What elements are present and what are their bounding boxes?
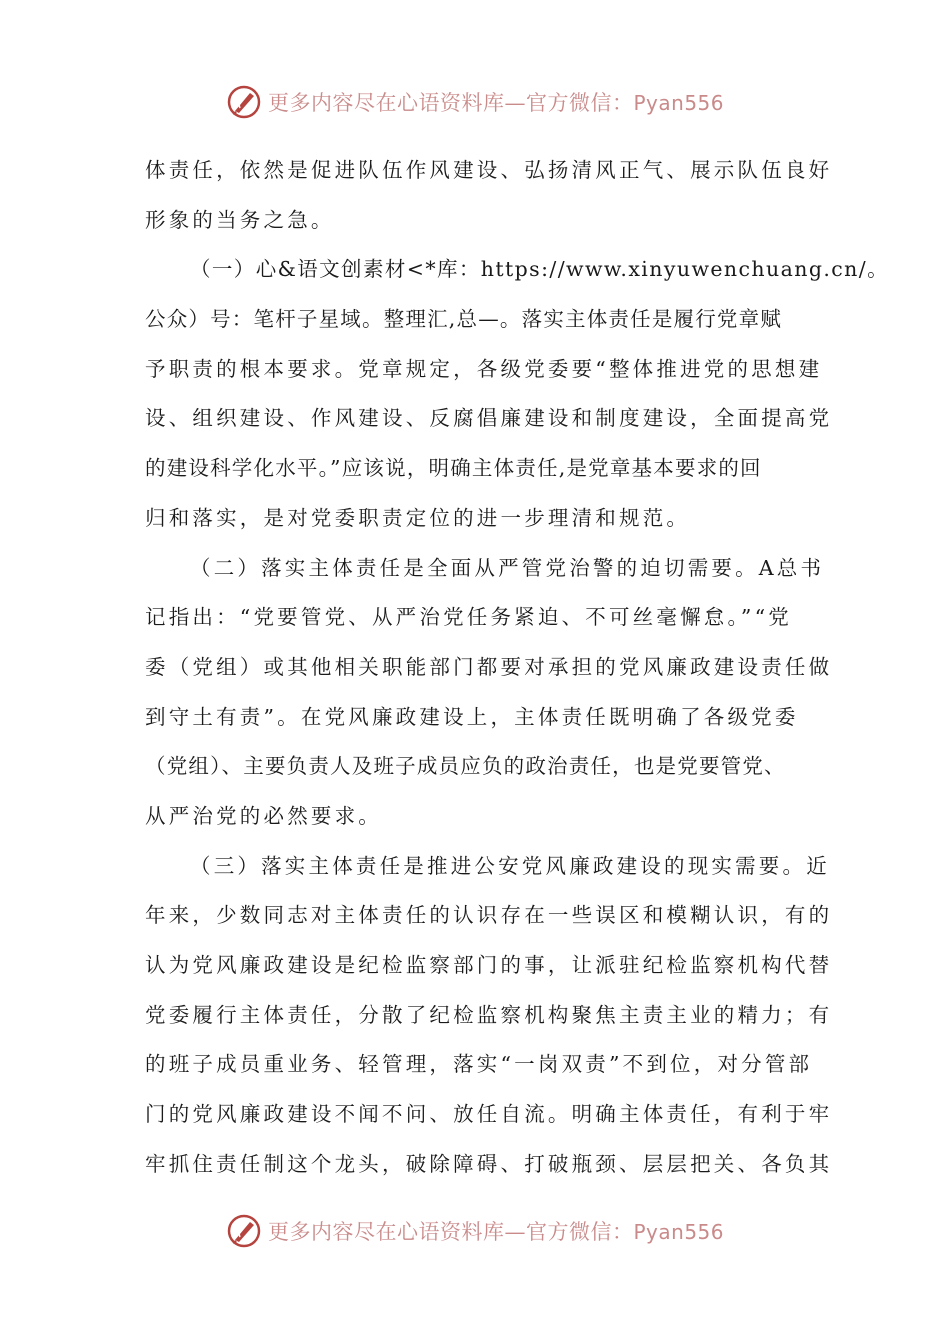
text-line: 归和落实，是对党委职责定位的进一步理清和规范。: [145, 505, 691, 530]
header-label: 更多内容尽在心语资料库—官方微信：: [267, 91, 634, 115]
pen-logo-icon: [226, 84, 262, 120]
text-line: 年来，少数同志对主体责任的认识存在一些误区和模糊认识，有的: [145, 903, 833, 928]
text-line: 记指出：“党要管党、从严治党任务紧迫、不可丝毫懈怠。”“党: [145, 605, 792, 630]
text-line: （三）落实主体责任是推进公安党风廉政建设的现实需要。近: [190, 853, 830, 878]
text-line: 门的党风廉政建设不闻不问、放任自流。明确主体责任，有利于牢: [145, 1102, 833, 1127]
text-line: 的班子成员重业务、轻管理，落实“一岗双责”不到位，对分管部: [145, 1052, 813, 1077]
text-line: 从严治党的必然要求。: [145, 803, 382, 828]
text-line: 委（党组）或其他相关职能部门都要对承担的党风廉政建设责任做: [145, 654, 833, 679]
footer-banner: [0, 1209, 950, 1253]
header-text: [268, 87, 724, 117]
document-body: [145, 146, 889, 1189]
footer-label: 更多内容尽在心语资料库—官方微信：: [267, 1220, 634, 1244]
text-line: 的建设科学化水平。”应该说，明确主体责任,是党章基本要求的回: [145, 456, 762, 481]
text-line: 牢抓住责任制这个龙头，破除障碍、打破瓶颈、层层把关、各负其: [145, 1151, 833, 1176]
text-line: 体责任，依然是促进队伍作风建设、弘扬清风正气、展示队伍良好: [145, 158, 833, 182]
footer-text: [268, 1216, 724, 1246]
text-line: 形象的当务之急。: [145, 207, 335, 232]
text-line: 设、组织建设、作风建设、反腐倡廉建设和制度建设，全面提高党: [145, 406, 833, 431]
text-line: 认为党风廉政建设是纪检监察部门的事，让派驻纪检监察机构代替: [145, 953, 833, 977]
text-line: 予职责的根本要求。党章规定，各级党委要“整体推进党的思想建: [145, 356, 823, 381]
pen-logo-icon: [226, 1213, 262, 1249]
text-line: 党委履行主体责任，分散了纪检监察机构聚焦主责主业的精力；有: [145, 1002, 833, 1027]
header-banner: [0, 80, 950, 124]
text-line: （二）落实主体责任是全面从严管党治警的迫切需要。A总书: [190, 555, 825, 580]
text-line: 公众）号：笔杆子星域。整理汇,总—。落实主体责任是履行党章赋: [145, 307, 783, 332]
footer-wechat-handle: Pyan556: [633, 1220, 724, 1244]
text-line: （党组）、主要负责人及班子成员应负的政治责任，也是党要管党、: [145, 754, 786, 779]
text-line: 到守土有责”。在党风廉政建设上，主体责任既明确了各级党委: [145, 704, 799, 729]
header-wechat-handle: Pyan556: [633, 91, 724, 115]
text-line: （一）心&语文创素材<*库：https://www.xinyuwenchuang.cn/。: [190, 257, 889, 282]
